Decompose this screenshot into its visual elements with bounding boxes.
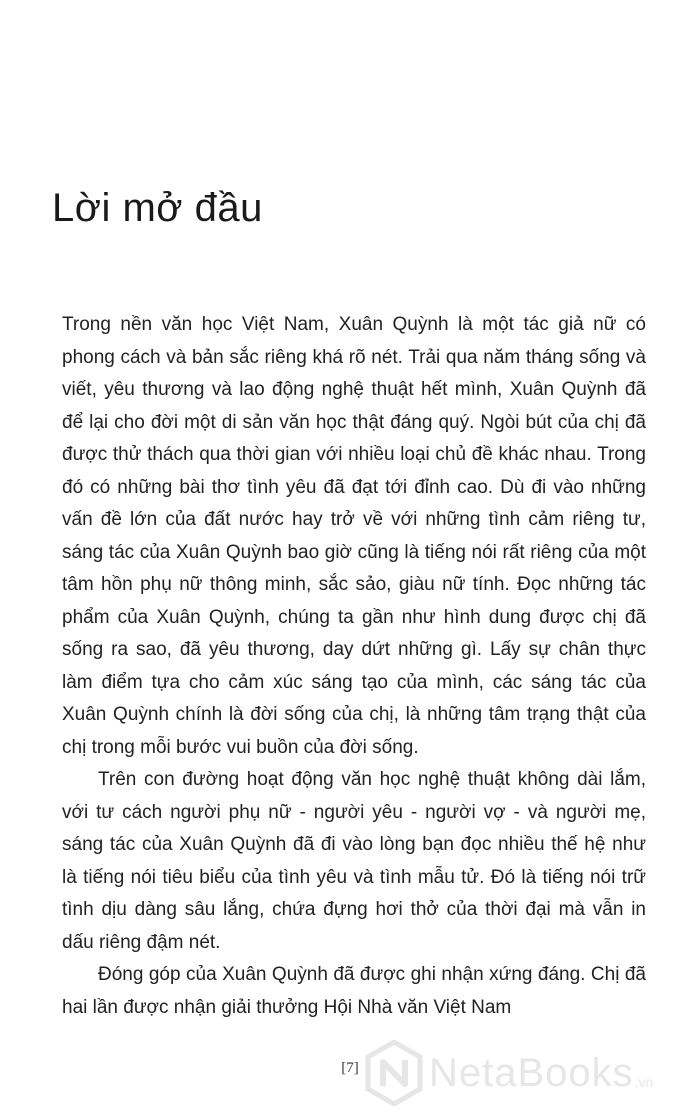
chapter-title: Lời mở đầu [52,186,263,230]
paragraph-3: Đóng góp của Xuân Quỳnh đã được ghi nhận xứng đáng. Chị đã hai lần được nhận giải thưởng Hội Nhà văn Việt Nam [62,964,646,1018]
body-text [62,309,646,1024]
page-number: [7] [341,1060,359,1076]
watermark-brand: NetaBooks [429,1050,634,1095]
paragraph-2: Trên con đường hoạt động văn học nghệ thuật không dài lắm, với tư cách người phụ nữ - người yêu - người vợ - và người mẹ, sáng tác của Xuân Quỳnh đã đi vào lòng bạn đọc nhiều thế hệ như là tiếng nói tiêu biểu của tình yêu và tình mẫu tử. Đó là tiếng nói trữ tình dịu dàng sâu lắng, chứa đựng hơi thở của thời đại mà vẫn in dấu riêng đậm nét. [62,769,646,953]
paragraph-1: Trong nền văn học Việt Nam, Xuân Quỳnh là một tác giả nữ có phong cách và bản sắc riêng khá rõ nét. Trải qua năm tháng sống và viết, yêu thương và lao động nghệ thuật hết mình, Xuân Quỳnh đã để lại cho đời một di sản văn học thật đáng quý. Ngòi bút của chị đã được thử thách qua thời gian với nhiều loại chủ đề khác nhau. Trong đó có những bài thơ tình yêu đã đạt tới đỉnh cao. Dù đi vào những vấn đề lớn của đất nước hay trở về với những tình cảm riêng tư, sáng tác của Xuân Quỳnh bao giờ cũng là tiếng nói rất riêng của một tâm hồn phụ nữ thông minh, sắc sảo, giàu nữ tính. Đọc những tác phẩm của Xuân Quỳnh, chúng ta gần như hình dung được chị đã sống ra sao, đã yêu thương, day dứt những gì. Lấy sự chân thực làm điểm tựa cho cảm xúc sáng tạo của mình, các sáng tác của Xuân Quỳnh chính là đời sống của chị, là những tâm trạng thật của chị trong mỗi bước vui buồn của đời sống. [62,314,646,758]
watermark-suffix: .vn [634,1074,654,1090]
